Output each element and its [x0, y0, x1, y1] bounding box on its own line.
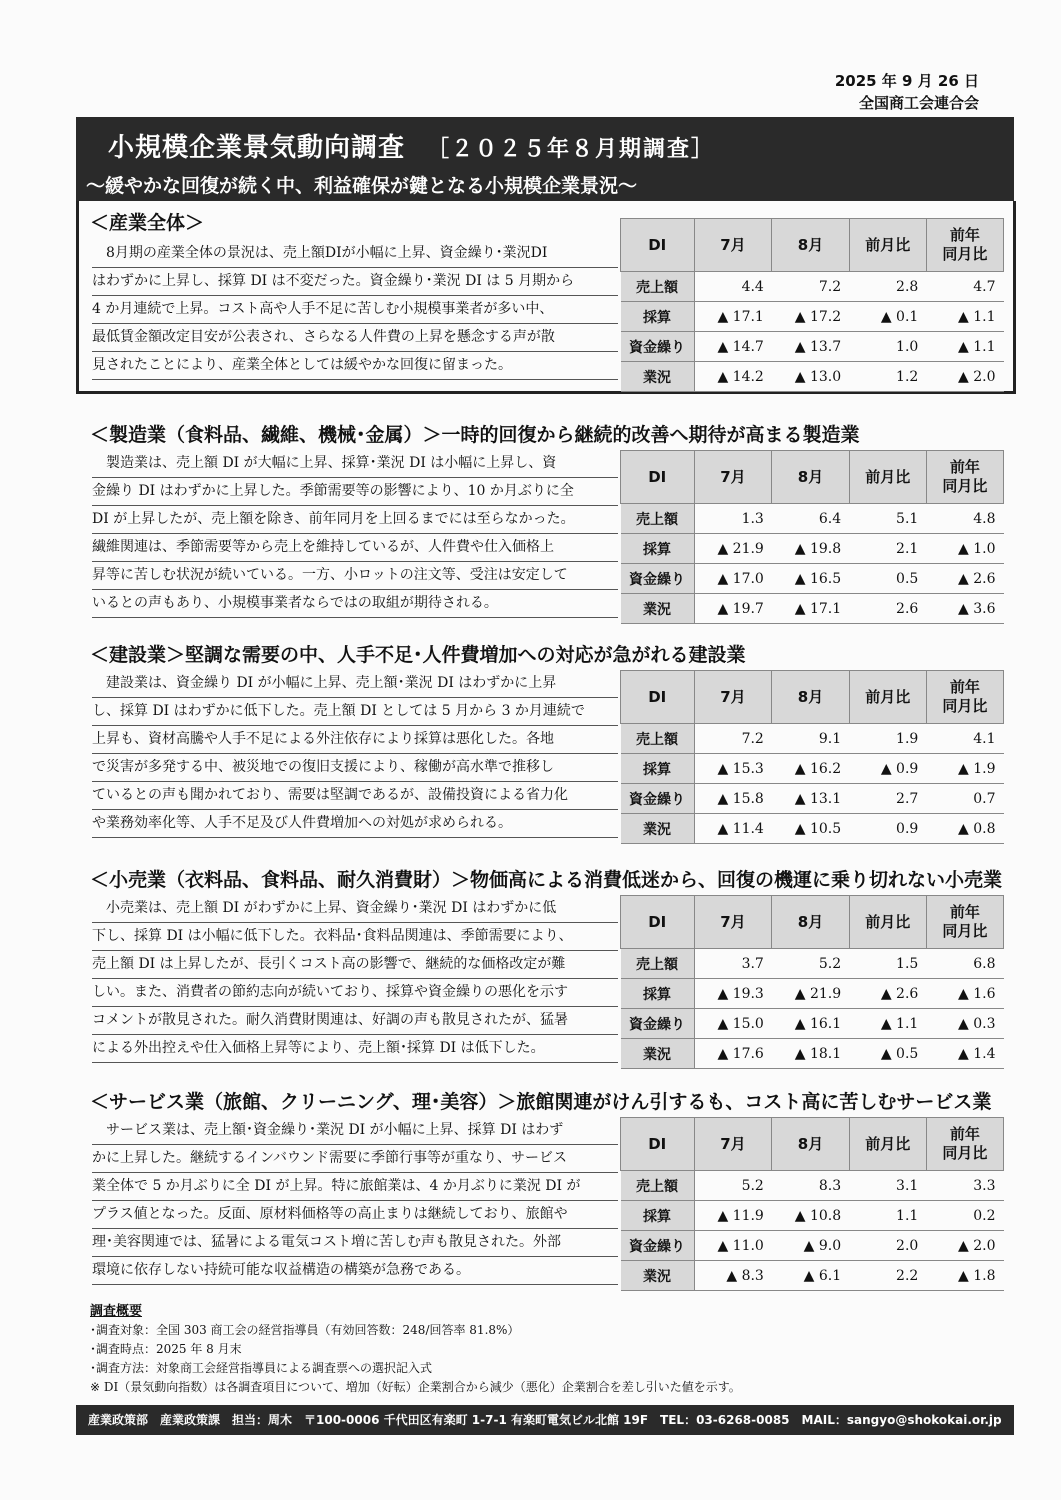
- survey-item: ･調査時点：2025 年 8 月末: [90, 1342, 242, 1356]
- di-row: [621, 1201, 1004, 1231]
- section-body: [92, 670, 618, 838]
- di-value: 9.1: [772, 724, 849, 754]
- footer-contact: [76, 1405, 1014, 1435]
- mom-header: 前月比: [849, 1118, 926, 1171]
- di-value: ▲ 14.7: [694, 332, 772, 362]
- survey-note: ※ DI（景気動向指数）は各調査項目について、増加（好転）企業割合から減少（悪化）企業割合を差し引いた値を示す。: [90, 1380, 741, 1394]
- di-value: ▲ 10.5: [772, 814, 849, 844]
- di-value: 4.7: [926, 272, 1003, 302]
- body-line: 環境に依存しない持続可能な収益構造の構築が急務である。: [92, 1257, 618, 1285]
- survey-overview: [90, 1302, 741, 1397]
- page-title: [108, 127, 715, 164]
- jul-header: 7月: [694, 219, 772, 272]
- di-value: 6.4: [772, 504, 849, 534]
- di-value: ▲ 1.1: [926, 332, 1003, 362]
- section-body: [92, 895, 618, 1063]
- di-value: 4.8: [926, 504, 1003, 534]
- section-3: [90, 865, 1010, 1065]
- yoy-header-line1: 前年: [949, 1125, 980, 1143]
- row-label: 売上額: [621, 504, 695, 534]
- di-value: ▲ 1.1: [849, 1009, 926, 1039]
- di-value: ▲ 0.8: [926, 814, 1003, 844]
- row-label: 業況: [621, 814, 695, 844]
- yoy-header-line1: 前年: [949, 226, 980, 244]
- di-value: 1.1: [849, 1201, 926, 1231]
- di-value: ▲ 19.3: [694, 979, 772, 1009]
- row-label: 業況: [621, 362, 695, 392]
- di-value: 3.7: [694, 949, 772, 979]
- di-value: ▲ 3.6: [926, 594, 1003, 624]
- body-line: かに上昇した。継続するインバウンド需要に季節行事等が重なり、サービス: [92, 1145, 618, 1173]
- di-value: ▲ 15.8: [694, 784, 772, 814]
- body-line: 最低賃金額改定目安が公表され、さらなる人件費の上昇を懸念する声が散: [92, 324, 618, 352]
- di-value: ▲ 17.1: [772, 594, 849, 624]
- di-value: 5.1: [849, 504, 926, 534]
- jul-header: 7月: [694, 451, 772, 504]
- body-line: による外出控えや仕入価格上昇等により、売上額･採算 DI は低下した。: [92, 1035, 618, 1063]
- footer-text: 産業政策部 産業政策課 担当：周木 〒100-0006 千代田区有楽町 1-7-1 有楽町電気ビル北館 19F TEL：03-6268-0085 MAIL：sangyo@shokokai.or.jp: [88, 1413, 1002, 1427]
- section-0: [90, 208, 1010, 408]
- di-value: ▲ 18.1: [772, 1039, 849, 1069]
- di-value: ▲ 17.2: [772, 302, 849, 332]
- issue-date: 2025 年 9 月 26 日: [834, 72, 979, 90]
- section-body: [92, 240, 618, 380]
- section-body: [92, 1117, 618, 1285]
- di-value: ▲ 6.1: [772, 1261, 849, 1291]
- body-line: 繊維関連は、季節需要等から売上を維持しているが、人件費や仕入価格上: [92, 534, 618, 562]
- di-value: ▲ 1.0: [926, 534, 1003, 564]
- yoy-header: [926, 671, 1003, 724]
- di-value: 2.6: [849, 594, 926, 624]
- section-title: ＜小売業（衣料品、食料品、耐久消費財）＞物価高による消費低迷から、回復の機運に乗り切れない小売業: [90, 869, 1003, 891]
- di-value: 0.7: [926, 784, 1003, 814]
- survey-heading: 調査概要: [90, 1304, 143, 1319]
- row-label: 業況: [621, 594, 695, 624]
- di-value: 2.1: [849, 534, 926, 564]
- body-line: 製造業は、売上額 DI が大幅に上昇、採算･業況 DI は小幅に上昇し、資: [92, 450, 618, 478]
- row-label: 採算: [621, 302, 695, 332]
- survey-item: ･調査方法：対象商工会経営指導員による調査票への選択記入式: [90, 1361, 433, 1375]
- di-header: DI: [621, 671, 695, 724]
- organization: 全国商工会連合会: [858, 94, 979, 112]
- row-label: 採算: [621, 754, 695, 784]
- row-label: 資金繰り: [621, 564, 695, 594]
- di-value: 3.1: [849, 1171, 926, 1201]
- di-value: 2.7: [849, 784, 926, 814]
- di-row: [621, 979, 1004, 1009]
- di-value: 6.8: [926, 949, 1003, 979]
- row-label: 業況: [621, 1039, 695, 1069]
- di-value: ▲ 1.8: [926, 1261, 1003, 1291]
- yoy-header: [926, 451, 1003, 504]
- di-header: DI: [621, 896, 695, 949]
- di-value: ▲ 21.9: [694, 534, 772, 564]
- di-value: ▲ 13.1: [772, 784, 849, 814]
- di-value: ▲ 13.0: [772, 362, 849, 392]
- yoy-header-line1: 前年: [949, 678, 980, 696]
- yoy-header-line1: 前年: [949, 458, 980, 476]
- body-line: DI が上昇したが、売上額を除き、前年同月を上回るまでには至らなかった。: [92, 506, 618, 534]
- row-label: 資金繰り: [621, 784, 695, 814]
- section-title: ＜サービス業（旅館、クリーニング、理･美容）＞旅館関連がけん引するも、コスト高に苦しむサービス業: [90, 1091, 992, 1113]
- di-value: 1.2: [849, 362, 926, 392]
- di-table: [620, 670, 1004, 844]
- di-table: [620, 895, 1004, 1069]
- row-label: 売上額: [621, 272, 695, 302]
- body-line: 上昇も、資材高騰や人手不足による外注依存により採算は悪化した。各地: [92, 726, 618, 754]
- di-value: 1.0: [849, 332, 926, 362]
- survey-item: ･調査対象：全国 303 商工会の経営指導員（有効回答数：248/回答率 81.8%）: [90, 1323, 520, 1337]
- row-label: 売上額: [621, 1171, 695, 1201]
- di-value: 0.5: [849, 564, 926, 594]
- header-meta: [835, 70, 979, 114]
- yoy-header: [926, 1118, 1003, 1171]
- di-value: ▲ 1.9: [926, 754, 1003, 784]
- di-value: ▲ 16.5: [772, 564, 849, 594]
- di-value: ▲ 15.0: [694, 1009, 772, 1039]
- di-header-row: [621, 1118, 1004, 1171]
- aug-header: 8月: [772, 219, 849, 272]
- di-row: [621, 564, 1004, 594]
- di-value: ▲ 17.6: [694, 1039, 772, 1069]
- row-label: 資金繰り: [621, 1231, 695, 1261]
- aug-header: 8月: [772, 671, 849, 724]
- di-value: 4.4: [694, 272, 772, 302]
- section-body: [92, 450, 618, 618]
- di-value: ▲ 10.8: [772, 1201, 849, 1231]
- yoy-header: [926, 896, 1003, 949]
- di-value: ▲ 0.5: [849, 1039, 926, 1069]
- di-row: [621, 504, 1004, 534]
- di-value: ▲ 11.9: [694, 1201, 772, 1231]
- body-line: コメントが散見された。耐久消費財関連は、好調の声も散見されたが、猛暑: [92, 1007, 618, 1035]
- section-4: [90, 1087, 1010, 1287]
- di-value: ▲ 0.1: [849, 302, 926, 332]
- di-value: 7.2: [772, 272, 849, 302]
- di-value: ▲ 9.0: [772, 1231, 849, 1261]
- page-subtitle: ～緩やかな回復が続く中、利益確保が鍵となる小規模企業景況～: [86, 175, 638, 197]
- di-header: DI: [621, 451, 695, 504]
- di-row: [621, 1261, 1004, 1291]
- mom-header: 前月比: [849, 219, 926, 272]
- di-header: DI: [621, 1118, 695, 1171]
- row-label: 業況: [621, 1261, 695, 1291]
- yoy-header-line2: 同月比: [942, 922, 988, 940]
- di-value: ▲ 2.0: [926, 1231, 1003, 1261]
- body-line: ているとの声も聞かれており、需要は堅調であるが、設備投資による省力化: [92, 782, 618, 810]
- di-value: ▲ 2.6: [926, 564, 1003, 594]
- section-1: [90, 420, 1010, 620]
- di-value: ▲ 14.2: [694, 362, 772, 392]
- section-title: ＜建設業＞堅調な需要の中、人手不足･人件費増加への対応が急がれる建設業: [90, 644, 746, 666]
- row-label: 採算: [621, 979, 695, 1009]
- di-value: ▲ 11.4: [694, 814, 772, 844]
- yoy-header: [926, 219, 1003, 272]
- yoy-header-line2: 同月比: [942, 1144, 988, 1162]
- di-header-row: [621, 451, 1004, 504]
- di-value: ▲ 1.6: [926, 979, 1003, 1009]
- section-title: ＜産業全体＞: [90, 212, 205, 234]
- body-line: 下し、採算 DI は小幅に低下した。衣料品･食料品関連は、季節需要により、: [92, 923, 618, 951]
- di-value: ▲ 16.1: [772, 1009, 849, 1039]
- aug-header: 8月: [772, 451, 849, 504]
- jul-header: 7月: [694, 1118, 772, 1171]
- di-row: [621, 1171, 1004, 1201]
- di-row: [621, 362, 1004, 392]
- di-value: ▲ 2.6: [849, 979, 926, 1009]
- body-line: 8月期の産業全体の景況は、売上額DIが小幅に上昇、資金繰り･業況DI: [92, 240, 618, 268]
- di-value: 2.2: [849, 1261, 926, 1291]
- di-value: ▲ 21.9: [772, 979, 849, 1009]
- di-table: [620, 1117, 1004, 1291]
- yoy-header-line2: 同月比: [942, 697, 988, 715]
- di-value: ▲ 8.3: [694, 1261, 772, 1291]
- di-value: ▲ 19.7: [694, 594, 772, 624]
- body-line: で災害が多発する中、被災地での復旧支援により、稼働が高水準で推移し: [92, 754, 618, 782]
- di-value: ▲ 1.1: [926, 302, 1003, 332]
- row-label: 売上額: [621, 724, 695, 754]
- di-value: 7.2: [694, 724, 772, 754]
- di-value: ▲ 2.0: [926, 362, 1003, 392]
- di-value: 0.9: [849, 814, 926, 844]
- di-value: ▲ 15.3: [694, 754, 772, 784]
- body-line: 昇等に苦しむ状況が続いている。一方、小ロットの注文等、受注は安定して: [92, 562, 618, 590]
- di-value: ▲ 0.3: [926, 1009, 1003, 1039]
- aug-header: 8月: [772, 1118, 849, 1171]
- di-value: 1.5: [849, 949, 926, 979]
- row-label: 採算: [621, 1201, 695, 1231]
- title-main: 小規模企業景気動向調査: [108, 133, 406, 163]
- body-line: サービス業は、売上額･資金繰り･業況 DI が小幅に上昇、採算 DI はわず: [92, 1117, 618, 1145]
- di-value: 1.9: [849, 724, 926, 754]
- di-value: 8.3: [772, 1171, 849, 1201]
- aug-header: 8月: [772, 896, 849, 949]
- mom-header: 前月比: [849, 671, 926, 724]
- di-row: [621, 724, 1004, 754]
- di-row: [621, 784, 1004, 814]
- body-line: 売上額 DI は上昇したが、長引くコスト高の影響で、継続的な価格改定が難: [92, 951, 618, 979]
- body-line: はわずかに上昇し、採算 DI は不変だった。資金繰り･業況 DI は 5 月期から: [92, 268, 618, 296]
- body-line: し、採算 DI はわずかに低下した。売上額 DI としては 5 月から 3 か月連続で: [92, 698, 618, 726]
- body-line: いるとの声もあり、小規模事業者ならではの取組が期待される。: [92, 590, 618, 618]
- di-value: 2.0: [849, 1231, 926, 1261]
- di-row: [621, 594, 1004, 624]
- title-band: [76, 117, 1014, 201]
- di-value: ▲ 19.8: [772, 534, 849, 564]
- di-value: 2.8: [849, 272, 926, 302]
- body-line: プラス値となった。反面、原材料価格等の高止まりは継続しており、旅館や: [92, 1201, 618, 1229]
- body-line: 見されたことにより、産業全体としては緩やかな回復に留まった。: [92, 352, 618, 380]
- yoy-header-line2: 同月比: [942, 245, 988, 263]
- di-value: 5.2: [694, 1171, 772, 1201]
- di-header: DI: [621, 219, 695, 272]
- jul-header: 7月: [694, 896, 772, 949]
- body-line: 建設業は、資金繰り DI が小幅に上昇、売上額･業況 DI はわずかに上昇: [92, 670, 618, 698]
- di-value: 1.3: [694, 504, 772, 534]
- mom-header: 前月比: [849, 896, 926, 949]
- body-line: しい。また、消費者の節約志向が続いており、採算や資金繰りの悪化を示す: [92, 979, 618, 1007]
- di-row: [621, 332, 1004, 362]
- di-table: [620, 218, 1004, 392]
- di-table: [620, 450, 1004, 624]
- body-line: 小売業は、売上額 DI がわずかに上昇、資金繰り･業況 DI はわずかに低: [92, 895, 618, 923]
- section-2: [90, 640, 1010, 840]
- body-line: 金繰り DI はわずかに上昇した。季節需要等の影響により、10 か月ぶりに全: [92, 478, 618, 506]
- di-value: 4.1: [926, 724, 1003, 754]
- body-line: 4 か月連続で上昇。コスト高や人手不足に苦しむ小規模事業者が多い中、: [92, 296, 618, 324]
- di-row: [621, 302, 1004, 332]
- yoy-header-line2: 同月比: [942, 477, 988, 495]
- di-header-row: [621, 896, 1004, 949]
- di-value: ▲ 17.1: [694, 302, 772, 332]
- mom-header: 前月比: [849, 451, 926, 504]
- body-line: 理･美容関連では、猛暑による電気コスト増に苦しむ声も散見された。外部: [92, 1229, 618, 1257]
- di-row: [621, 1039, 1004, 1069]
- di-value: 3.3: [926, 1171, 1003, 1201]
- di-value: ▲ 17.0: [694, 564, 772, 594]
- row-label: 資金繰り: [621, 1009, 695, 1039]
- di-header-row: [621, 219, 1004, 272]
- di-header-row: [621, 671, 1004, 724]
- row-label: 資金繰り: [621, 332, 695, 362]
- yoy-header-line1: 前年: [949, 903, 980, 921]
- di-value: ▲ 13.7: [772, 332, 849, 362]
- di-value: ▲ 16.2: [772, 754, 849, 784]
- title-period: ［２０２５年８月期調査］: [427, 137, 716, 162]
- row-label: 売上額: [621, 949, 695, 979]
- body-line: や業務効率化等、人手不足及び人件費増加への対処が求められる。: [92, 810, 618, 838]
- di-row: [621, 1009, 1004, 1039]
- di-value: ▲ 1.4: [926, 1039, 1003, 1069]
- di-value: ▲ 11.0: [694, 1231, 772, 1261]
- di-value: 5.2: [772, 949, 849, 979]
- di-row: [621, 949, 1004, 979]
- di-row: [621, 754, 1004, 784]
- di-row: [621, 1231, 1004, 1261]
- body-line: 業全体で 5 か月ぶりに全 DI が上昇。特に旅館業は、4 か月ぶりに業況 DI が: [92, 1173, 618, 1201]
- di-row: [621, 814, 1004, 844]
- section-title: ＜製造業（食料品、繊維、機械･金属）＞一時的回復から継続的改善へ期待が高まる製造業: [90, 424, 860, 446]
- row-label: 採算: [621, 534, 695, 564]
- di-row: [621, 534, 1004, 564]
- jul-header: 7月: [694, 671, 772, 724]
- di-value: 0.2: [926, 1201, 1003, 1231]
- di-value: ▲ 0.9: [849, 754, 926, 784]
- di-row: [621, 272, 1004, 302]
